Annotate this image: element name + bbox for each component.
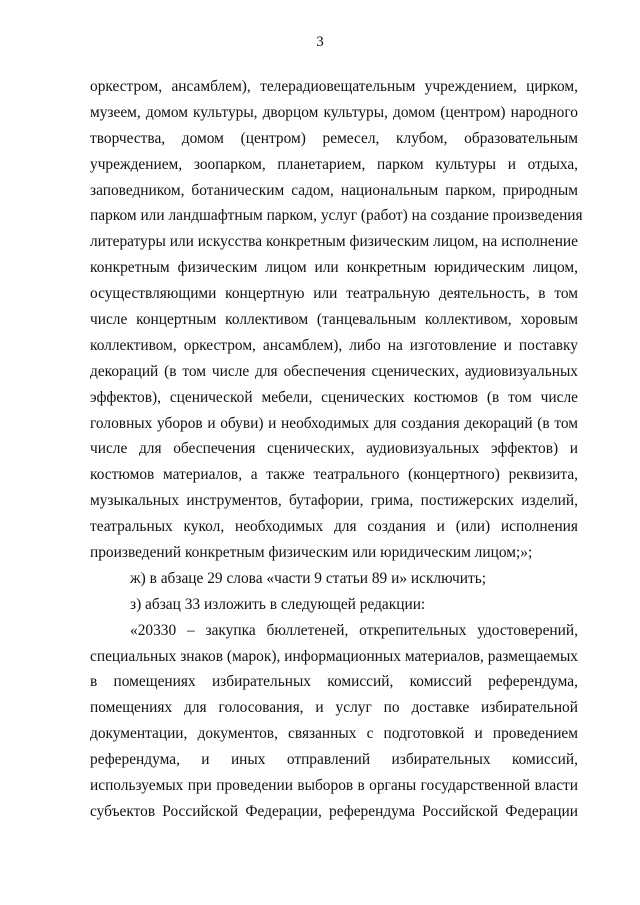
text-line: з) абзац 33 изложить в следующей редакции: <box>130 595 426 613</box>
text-line: парком или ландшафтным парком, услуг (работ) на создание произведения <box>90 207 583 225</box>
paragraph <box>90 618 578 825</box>
text-line: осуществляющими концертную или театральную деятельность, в том <box>90 285 578 303</box>
text-line: творчества, домом (центром) ремесел, клубом, образовательным <box>90 129 578 147</box>
text-line: оркестром, ансамблем), телерадиовещательным учреждением, цирком, <box>90 78 578 95</box>
text-line: головных уборов и обуви) и необходимых для создания декораций (в том <box>90 414 578 432</box>
paragraph <box>90 74 583 566</box>
text-line: используемых при проведении выборов в органы государственной власти <box>90 777 578 795</box>
text-line: декораций (в том числе для обеспечения сценических, аудиовизуальных <box>90 362 578 380</box>
text-line: музеем, домом культуры, дворцом культуры, домом (центром) народного <box>90 103 578 121</box>
text-line: ж) в абзаце 29 слова «части 9 статьи 89 и» исключить; <box>130 569 487 587</box>
text-line: документации, документов, связанных с подготовкой и проведением <box>90 725 578 743</box>
text-line: конкретным физическим лицом или конкретным юридическим лицом, <box>90 259 578 277</box>
text-line: помещениях для голосования, и услуг по доставке избирательной <box>90 699 578 717</box>
text-line: заповедником, ботаническим садом, национальным парком, природным <box>90 181 578 199</box>
text-line: специальных знаков (марок), информационных материалов, размещаемых <box>90 647 578 665</box>
text-line: учреждением, зоопарком, планетарием, парком культуры и отдыха, <box>90 155 578 173</box>
text-line: числе концертным коллективом (танцевальным коллективом, хоровым <box>90 311 578 329</box>
text-line: коллективом, оркестром, ансамблем), либо на изготовление и поставку <box>90 336 578 354</box>
text-line: «20330 – закупка бюллетеней, открепительных удостоверений, <box>130 621 578 639</box>
text-line: эффектов), сценической мебели, сценических костюмов (в том числе <box>90 388 578 406</box>
page-number: 3 <box>316 34 324 50</box>
text-line: в помещениях избирательных комиссий, комиссий референдума, <box>90 673 578 691</box>
text-line: музыкальных инструментов, бутафории, грима, постижерских изделий, <box>90 492 578 510</box>
text-line: референдума, и иных отправлений избирательных комиссий, <box>90 751 578 769</box>
paragraph <box>90 566 578 592</box>
document-body <box>90 74 583 825</box>
text-line: числе для обеспечения сценических, аудиовизуальных эффектов) и <box>90 440 578 458</box>
text-line: произведений конкретным физическим или юридическим лицом;»; <box>90 544 533 562</box>
paragraph <box>90 592 578 618</box>
text-line: литературы или искусства конкретным физическим лицом, на исполнение <box>90 233 578 251</box>
text-line: субъектов Российской Федерации, референдума Российской Федерации <box>90 802 578 820</box>
text-line: театральных кукол, необходимых для создания и (или) исполнения <box>90 518 578 536</box>
text-line: костюмов материалов, а также театрального (концертного) реквизита, <box>90 466 578 484</box>
